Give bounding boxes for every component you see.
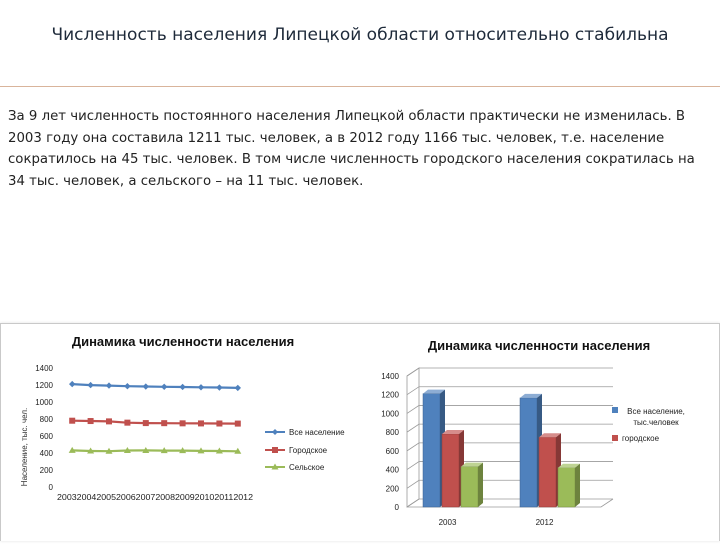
bar-chart-y-tick: 800 bbox=[385, 428, 399, 438]
line-point bbox=[216, 384, 222, 390]
line-chart bbox=[20, 334, 345, 502]
bar-chart-y-tick: 1000 bbox=[381, 409, 399, 419]
line-point bbox=[88, 418, 94, 424]
line-point bbox=[87, 382, 93, 388]
bar-chart-y-tick: 1400 bbox=[381, 372, 399, 381]
line-point bbox=[124, 383, 130, 389]
line-chart-y-tick: 600 bbox=[39, 432, 53, 441]
line-chart-y-axis-label: Население, тыс. чел. bbox=[20, 407, 29, 487]
charts-canvas bbox=[1, 324, 719, 541]
line-chart-y-tick: 1200 bbox=[35, 381, 53, 390]
line-point bbox=[143, 383, 149, 389]
bar-legend-label: Все население, bbox=[627, 407, 685, 416]
bar bbox=[520, 398, 537, 507]
bar-chart-y-tick: 0 bbox=[394, 503, 399, 512]
bar-side bbox=[575, 464, 580, 507]
line-point bbox=[180, 420, 186, 426]
line-legend-label: Все население bbox=[289, 428, 345, 437]
line-point bbox=[179, 384, 185, 390]
line-series-2 bbox=[72, 421, 238, 424]
bar-chart-y-tick: 1200 bbox=[381, 390, 399, 400]
line-legend-label: Сельское bbox=[289, 463, 325, 472]
line-legend-label: Городское bbox=[289, 446, 328, 455]
line-chart-title: Динамика численности населения bbox=[71, 334, 295, 349]
line-chart-x-tick-labels: 2003200420052006200720082009201020112012 bbox=[57, 493, 254, 502]
line-point bbox=[198, 384, 204, 390]
bar bbox=[423, 394, 440, 507]
bar bbox=[558, 468, 575, 507]
line-chart-y-tick: 400 bbox=[39, 449, 53, 458]
bar bbox=[461, 467, 478, 507]
bar-chart-y-tick: 600 bbox=[385, 446, 399, 456]
line-point bbox=[143, 420, 149, 426]
line-chart-y-tick: 0 bbox=[48, 483, 53, 492]
bar-legend-swatch bbox=[612, 407, 618, 413]
bar bbox=[539, 437, 556, 507]
line-series-1 bbox=[72, 384, 238, 388]
bar-legend-label: городское bbox=[622, 434, 660, 443]
line-point bbox=[69, 418, 75, 424]
page-title: Численность населения Липецкой области относительно стабильна bbox=[51, 25, 669, 45]
line-point bbox=[235, 385, 241, 391]
legend-marker bbox=[272, 429, 278, 435]
bar-chart-y-tick: 400 bbox=[385, 465, 399, 475]
line-chart-y-tick: 1400 bbox=[35, 364, 53, 373]
line-point bbox=[69, 381, 75, 387]
line-point bbox=[235, 421, 241, 427]
line-chart-y-tick: 200 bbox=[39, 466, 53, 475]
bar-legend-label: тыс.человек bbox=[633, 418, 679, 427]
line-point bbox=[106, 418, 112, 424]
bar-chart-side-wall bbox=[407, 368, 419, 507]
legend-marker bbox=[272, 447, 278, 453]
bar-chart bbox=[381, 338, 685, 527]
bar bbox=[442, 434, 459, 507]
line-chart-y-tick: 1000 bbox=[35, 398, 53, 407]
bar-chart-title: Динамика численности населения bbox=[427, 338, 651, 353]
line-chart-y-tick: 800 bbox=[39, 415, 53, 424]
bar-legend-swatch bbox=[612, 435, 618, 441]
line-point bbox=[124, 420, 130, 426]
bar-chart-x-tick: 2003 bbox=[438, 518, 457, 527]
line-point bbox=[106, 382, 112, 388]
summary-paragraph: За 9 лет численность постоянного населения Липецкой области практически не изменилась. В 2003 году она составила 1211 тыс. человек, а в 2012 году 1166 тыс. человек, т.е. население сократилось на 45 тыс. человек. В том числе численность городского населения сократилась на 34 тыс. человек, а сельского – на 11 тыс. человек. bbox=[8, 109, 695, 189]
bar-side bbox=[478, 463, 483, 507]
bar-chart-y-tick: 200 bbox=[385, 484, 399, 494]
line-point bbox=[161, 420, 167, 426]
line-point bbox=[216, 421, 222, 427]
line-point bbox=[198, 420, 204, 426]
bar-chart-x-tick: 2012 bbox=[535, 518, 554, 527]
charts-frame bbox=[0, 323, 720, 541]
bar-chart-gridline bbox=[407, 368, 613, 376]
line-point bbox=[161, 384, 167, 390]
title-divider bbox=[0, 86, 720, 87]
line-series-3 bbox=[72, 450, 238, 451]
